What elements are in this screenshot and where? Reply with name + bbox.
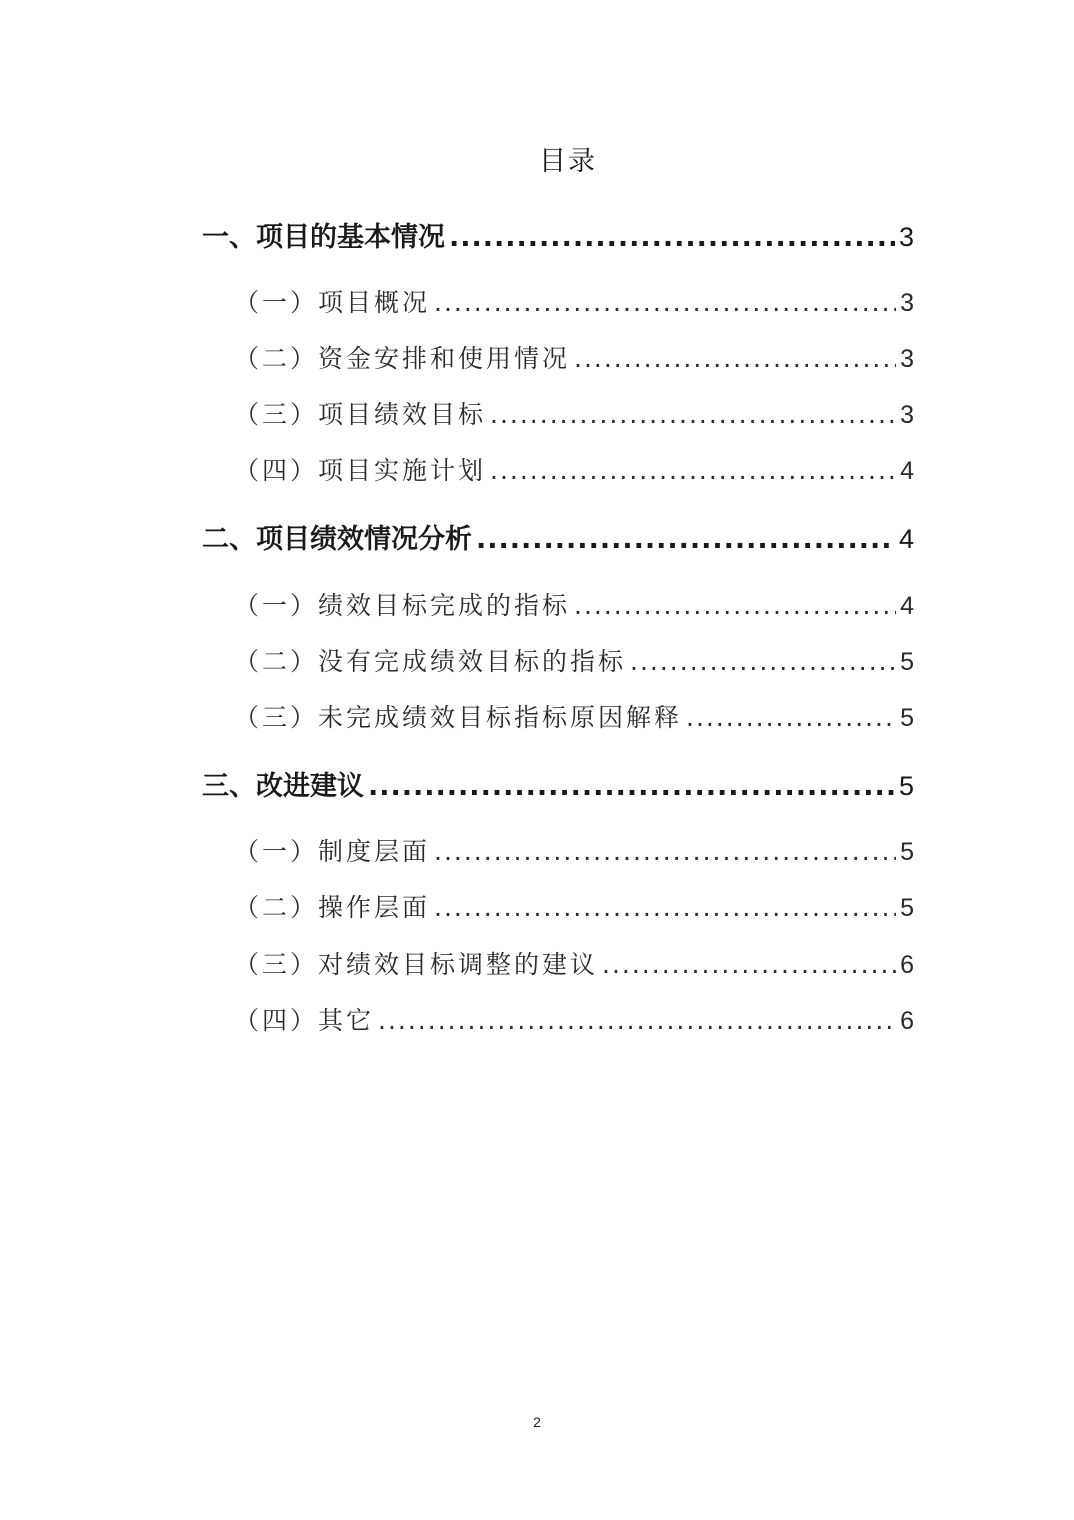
- toc-entry-label: （三）对绩效目标调整的建议: [234, 950, 599, 979]
- toc-page-number: 6: [900, 951, 914, 979]
- toc-dot-leader: [368, 767, 895, 806]
- toc-dot-leader: [574, 340, 896, 378]
- toc-entry-section-2-2[interactable]: [234, 643, 914, 681]
- toc-entry-section-3-2[interactable]: [234, 889, 914, 927]
- toc-page-number: 3: [900, 345, 914, 373]
- toc-title: 目录: [539, 146, 597, 177]
- toc-page-number: 3: [900, 289, 914, 317]
- toc-entry-label: 三、改进建议: [202, 771, 364, 802]
- toc-entry-label: （一）制度层面: [234, 837, 431, 866]
- toc-entry-section-3-3[interactable]: [234, 946, 914, 984]
- toc-page-number: 5: [898, 771, 914, 801]
- toc-page-number: 5: [900, 648, 914, 676]
- toc-entry-label: （一）绩效目标完成的指标: [234, 591, 571, 620]
- toc-page-number: 5: [900, 838, 914, 866]
- toc-entry-label: （二）操作层面: [234, 893, 431, 922]
- toc-page-number: 3: [898, 222, 914, 252]
- toc-entry-section-1-3[interactable]: [234, 396, 914, 434]
- toc-entry-section-1-2[interactable]: [234, 340, 914, 378]
- toc-entry-section-1[interactable]: [202, 217, 914, 257]
- toc-entry-label: （四）其它: [234, 1006, 375, 1035]
- toc-dot-leader: [434, 284, 896, 322]
- toc-entry-section-3-1[interactable]: [234, 833, 914, 871]
- toc-entry-section-2-3[interactable]: [234, 699, 914, 737]
- toc-page-number: 3: [900, 401, 914, 429]
- toc-dot-leader: [490, 452, 896, 490]
- toc-entry-label: 一、项目的基本情况: [202, 222, 445, 253]
- toc-dot-leader: [602, 946, 896, 984]
- toc-dot-leader: [630, 643, 896, 681]
- toc-entry-label: （三）项目绩效目标: [234, 400, 487, 429]
- toc-dot-leader: [378, 1002, 896, 1040]
- toc-entry-section-3[interactable]: [202, 766, 914, 806]
- toc-entry-section-2[interactable]: [202, 519, 914, 559]
- toc-page-number: 4: [900, 592, 914, 620]
- toc-dot-leader: [574, 587, 896, 625]
- toc-entry-section-2-1[interactable]: [234, 587, 914, 625]
- toc-dot-leader: [434, 889, 896, 927]
- toc-dot-leader: [449, 218, 895, 257]
- toc-page-number: 5: [900, 704, 914, 732]
- toc-entry-label: 二、项目绩效情况分析: [202, 524, 472, 555]
- toc-entry-label: （一）项目概况: [234, 288, 431, 317]
- toc-entry-label: （三）未完成绩效目标指标原因解释: [234, 703, 683, 732]
- toc-entry-section-1-1[interactable]: [234, 284, 914, 322]
- toc-entry-section-1-4[interactable]: [234, 452, 914, 490]
- toc-page-number: 5: [900, 894, 914, 922]
- toc-entry-label: （四）项目实施计划: [234, 456, 487, 485]
- toc-dot-leader: [434, 833, 896, 871]
- toc-dot-leader: [476, 520, 895, 559]
- toc-entry-section-3-4[interactable]: [234, 1002, 914, 1040]
- toc-entry-label: （二）没有完成绩效目标的指标: [234, 647, 627, 676]
- toc-dot-leader: [490, 396, 896, 434]
- toc-page-number: 4: [898, 524, 914, 554]
- toc-dot-leader: [686, 699, 896, 737]
- toc-page-number: 6: [900, 1007, 914, 1035]
- toc-page-number: 4: [900, 457, 914, 485]
- page-number: 2: [533, 1414, 541, 1430]
- toc-entry-label: （二）资金安排和使用情况: [234, 344, 571, 373]
